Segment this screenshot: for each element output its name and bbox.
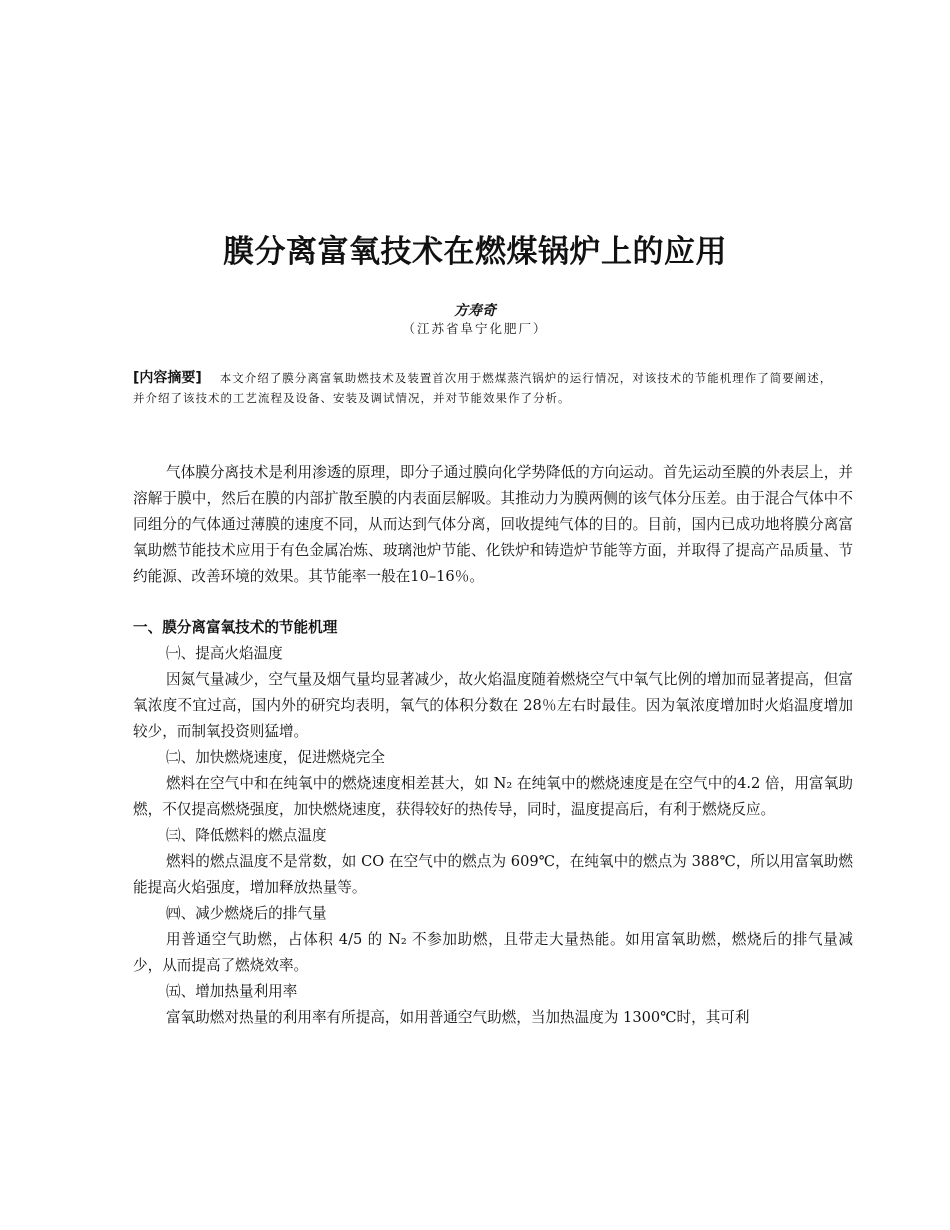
subsection-heading: ㈤、增加热量利用率 — [166, 983, 298, 1000]
subsection-heading: ㈣、减少燃烧后的排气量 — [166, 905, 327, 922]
paper-title: 膜分离富氧技术在燃煤锅炉上的应用 — [223, 234, 727, 270]
paragraph: 因氮气量减少，空气量及烟气量均显著减少，故火焰温度随着燃烧空气中氧气比例的增加而显著提高，但富氧浓度不宜过高，国内外的研究均表明，氧气的体积分数在 28％左右时最佳。因为氧浓度增加时火焰温度增加较少，而制氧投资则猛增。 — [133, 671, 853, 740]
author-affiliation: （江苏省阜宁化肥厂） — [402, 321, 548, 336]
subsection-heading: ㈢、降低燃料的燃点温度 — [166, 827, 327, 844]
paragraph: 用普通空气助燃，占体积 4/5 的 N₂ 不参加助燃，且带走大量热能。如用富氧助燃，燃烧后的排气量减少，从而提高了燃烧效率。 — [133, 931, 853, 974]
abstract — [133, 368, 833, 408]
paragraph: 燃料的燃点温度不是常数，如 CO 在空气中的燃点为 609℃，在纯氧中的燃点为 388℃，所以用富氧助燃能提高火焰强度，增加释放热量等。 — [133, 853, 853, 896]
abstract-label: [内容摘要] — [133, 370, 202, 386]
paragraph: 燃料在空气中和在纯氧中的燃烧速度相差甚大，如 N₂ 在纯氧中的燃烧速度是在空气中的4.2 倍，用富氧助燃，不仅提高燃烧强度，加快燃烧速度，获得较好的热传导，同时，温度提高后，有利于燃烧反应。 — [133, 775, 853, 818]
subsection-heading: ㈡、加快燃烧速度，促进燃烧完全 — [166, 749, 385, 766]
abstract-text: 本文介绍了膜分离富氧助燃技术及装置首次用于燃煤蒸汽锅炉的运行情况，对该技术的节能机理作了简要阐述，并介绍了该技术的工艺流程及设备、安装及调试情况，并对节能效果作了分析。 — [133, 371, 833, 405]
section-heading: 一、膜分离富氧技术的节能机理 — [133, 619, 338, 636]
subsection-heading: ㈠、提高火焰温度 — [166, 645, 283, 662]
paragraph: 富氧助燃对热量的利用率有所提高，如用普通空气助燃，当加热温度为 1300℃时，其可利 — [166, 1009, 750, 1026]
author-name: 方寿奇 — [454, 303, 496, 319]
body-text — [133, 460, 853, 1031]
intro-paragraph: 气体膜分离技术是利用渗透的原理，即分子通过膜向化学势降低的方向运动。首先运动至膜的外表层上，并溶解于膜中，然后在膜的内部扩散至膜的内表面层解吸。其推动力为膜两侧的该气体分压差。由于混合气体中不同组分的气体通过薄膜的速度不同，从而达到气体分离，回收提纯气体的目的。目前，国内已成功地将膜分离富氧助燃节能技术应用于有色金属冶炼、玻璃池炉节能、化铁炉和铸造炉节能等方面，并取得了提高产品质量、节约能源、改善环境的效果。其节能率一般在10–16％。 — [133, 464, 853, 585]
